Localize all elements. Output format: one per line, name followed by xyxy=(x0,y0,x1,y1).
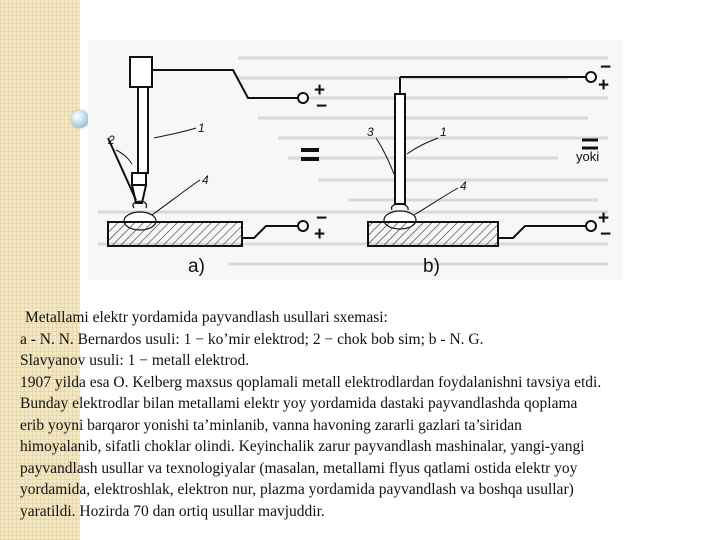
polarity-sign-b-bottom-lower: − xyxy=(600,224,612,245)
welding-diagram xyxy=(88,40,622,280)
callouts-b xyxy=(376,138,458,215)
caption-line-3: Slavyanov usuli: 1 − metall elektrod. xyxy=(20,352,250,369)
caption-line-1: Metallami elektr yordamida payvandlash usullari sxemasi: xyxy=(25,309,388,326)
callout-label-a-4: 4 xyxy=(202,173,209,187)
text-block xyxy=(20,307,710,522)
alternative-equals-icon xyxy=(582,140,598,148)
electrode-holder-a xyxy=(130,57,152,203)
polarity-sign-a-bottom-upper: − xyxy=(316,208,328,229)
electrode-b xyxy=(395,77,405,204)
body-line: himoyalanib, sifatli choklar olindi. Keyinchalik zarur payvandlash mashinalar, yangi-yangi xyxy=(20,438,585,455)
yoki-label: yoki xyxy=(576,149,600,164)
caption-line-2: a - N. N. Bernardos usuli: 1 − ko’mir elektrod; 2 − chok bob sim; b - N. G. xyxy=(20,330,484,348)
terminal-top-a-icon xyxy=(298,93,308,103)
callout-label-a-1: 1 xyxy=(198,121,205,135)
polarity-sign-a-top-upper: + xyxy=(314,80,326,101)
workpiece-b xyxy=(368,222,498,246)
feed-rod-a xyxy=(108,138,136,200)
body-line: yordamida, elektroshlak, elektron nur, plazma yordamida payvandlash va boshqa usullar) xyxy=(20,481,574,498)
callouts-a xyxy=(116,128,200,215)
polarity-sign-b-bottom-upper: + xyxy=(598,208,610,229)
callout-label-a-2: 2 xyxy=(108,133,115,147)
equals-sign-icon xyxy=(301,150,319,159)
polarity-sign-b-top-upper: − xyxy=(600,57,612,78)
body-line: Bunday elektrodlar bilan metallami elektr yoy yordamida dastaki payvandlashda qoplama xyxy=(20,395,578,412)
terminal-top-b-icon xyxy=(586,72,596,82)
body-line: 1907 yilda esa O. Kelberg maxsus qoplamali metall elektrodlardan foydalanishni tavsiya etdi. xyxy=(20,373,602,391)
welding-diagram-figure xyxy=(88,40,622,280)
body-line: payvandlash usullar va texnologiyalar (masalan, metallami flyus qatlami ostida elektr yoy xyxy=(20,459,578,477)
part-b-label: b) xyxy=(423,256,440,277)
terminal-bottom-a-icon xyxy=(298,221,308,231)
callout-label-b-1: 1 xyxy=(440,125,447,139)
part-a-label: a) xyxy=(188,256,205,277)
workpiece-a xyxy=(108,222,242,246)
callout-label-b-3: 3 xyxy=(367,125,374,139)
terminal-bottom-b-icon xyxy=(586,221,596,231)
decorative-bead-icon xyxy=(71,110,89,128)
body-line: yaratildi. Hozirda 70 dan ortiq usullar mavjuddir. xyxy=(20,502,325,520)
polarity-sign-a-bottom-lower: + xyxy=(314,224,326,245)
callout-label-b-4: 4 xyxy=(460,179,467,193)
polarity-sign-a-top-lower: − xyxy=(316,96,328,117)
polarity-sign-b-top-lower: + xyxy=(598,75,610,96)
body-line: erib yoyni barqaror yonishi ta’minlanib, vanna havoning zararli gazlari ta’siridan xyxy=(20,416,522,434)
